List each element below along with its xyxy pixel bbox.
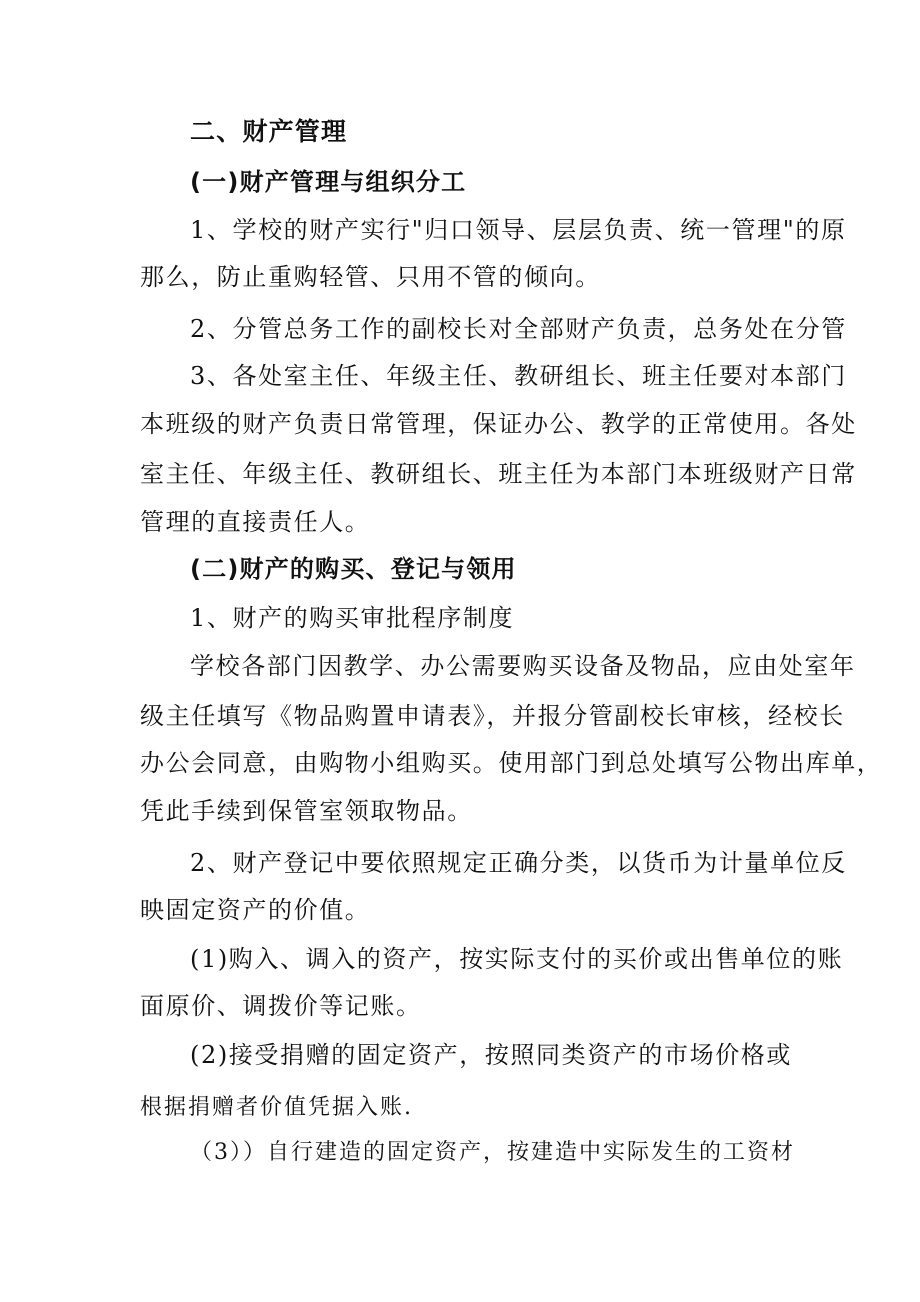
paragraph-line: 本班级的财产负责日常管理，保证办公、教学的正常使用。各处 bbox=[140, 410, 857, 438]
section-heading: 二、财产管理 bbox=[190, 117, 348, 146]
subsection-title: (二)财产的购买、登记与领用 bbox=[190, 555, 517, 583]
paragraph-line: 1、学校的财产实行"归口领导、层层负责、统一管理"的原 bbox=[190, 216, 847, 244]
paragraph-line: 面原价、调拨价等记账。 bbox=[140, 992, 422, 1020]
paragraph-line: 2、分管总务工作的副校长对全部财产负责，总务处在分管 bbox=[190, 315, 847, 343]
paragraph-line: 凭此手续到保管室领取物品。 bbox=[140, 797, 473, 825]
paragraph-line: 室主任、年级主任、教研组长、班主任为本部门本班级财产日常 bbox=[140, 460, 857, 488]
paragraph-line: (2)接受捐赠的固定资产，按照同类资产的市场价格或 bbox=[190, 1041, 792, 1069]
paragraph-line: 学校各部门因教学、办公需要购买设备及物品，应由处室年 bbox=[190, 652, 856, 680]
paragraph-line: 级主任填写《物品购置申请表》，并报分管副校长审核，经校长 bbox=[140, 702, 845, 730]
paragraph-line: (1)购入、调入的资产，按实际支付的买价或出售单位的账 bbox=[190, 945, 844, 973]
paragraph-line: 根据捐赠者价值凭据入账. bbox=[140, 1095, 413, 1120]
paragraph-line: 2、财产登记中要依照规定正确分类，以货币为计量单位反 bbox=[190, 849, 847, 877]
paragraph-line: 1、财产的购买审批程序制度 bbox=[190, 604, 515, 632]
paragraph-line: 3、各处室主任、年级主任、教研组长、班主任要对本部门 bbox=[190, 362, 847, 390]
paragraph-line: 办公会同意，由购物小组购买。使用部门到总处填写公物出库单， bbox=[140, 749, 883, 777]
paragraph-line: 管理的直接责任人。 bbox=[140, 508, 371, 536]
paragraph-line: 映固定资产的价值。 bbox=[140, 896, 371, 924]
paragraph-line: （3））自行建造的固定资产，按建造中实际发生的工资材 bbox=[190, 1140, 795, 1165]
subsection-title: (一)财产管理与组织分工 bbox=[190, 168, 467, 196]
paragraph-line: 那么，防止重购轻管、只用不管的倾向。 bbox=[140, 263, 601, 291]
